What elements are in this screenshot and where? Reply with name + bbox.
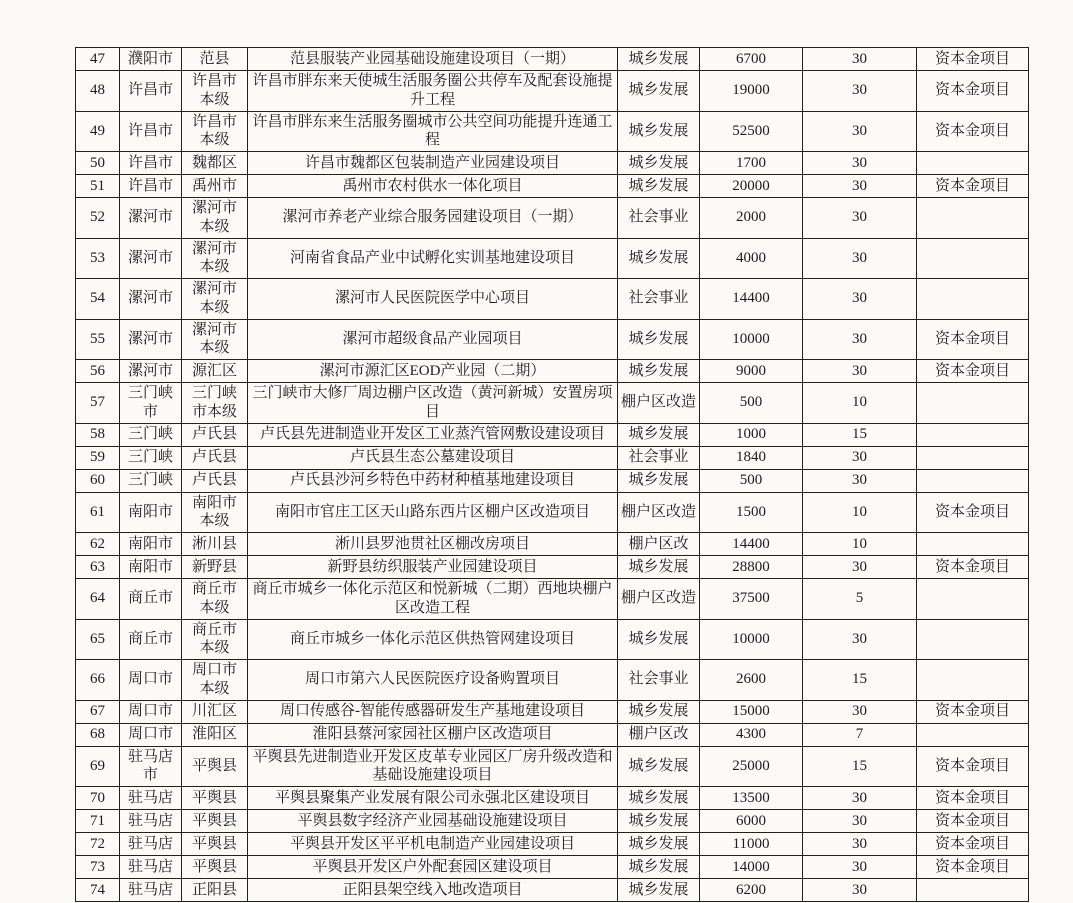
cell-amount: 19000 [700,71,803,112]
cell-city: 驻马店 [120,879,182,902]
cell-category: 社会事业 [618,660,700,701]
cell-ratio: 30 [803,175,917,198]
table-row [76,723,1029,746]
cell-amount: 9000 [700,360,803,383]
cell-row-number: 67 [76,700,120,723]
cell-category: 城乡发展 [618,152,700,175]
table-row [76,423,1029,446]
cell-amount: 6200 [700,879,803,902]
cell-county: 平舆县 [182,856,248,879]
cell-amount: 14400 [700,533,803,556]
table-row [76,175,1029,198]
cell-ratio: 30 [803,152,917,175]
cell-category: 棚户区改造 [618,579,700,620]
cell-amount: 11000 [700,833,803,856]
cell-note [917,152,1029,175]
cell-city: 漯河市 [120,360,182,383]
cell-city: 周口市 [120,660,182,701]
table-row [76,446,1029,469]
table-row [76,533,1029,556]
cell-row-number: 49 [76,111,120,152]
cell-category: 城乡发展 [618,787,700,810]
cell-note [917,198,1029,239]
cell-note [917,879,1029,902]
table-row [76,48,1029,71]
cell-project-name: 新野县纺织服装产业园建设项目 [248,556,618,579]
cell-project-name: 漯河市养老产业综合服务园建设项目（一期） [248,198,618,239]
cell-project-name: 漯河市超级食品产业园项目 [248,319,618,360]
cell-city: 周口市 [120,700,182,723]
cell-row-number: 68 [76,723,120,746]
cell-project-name: 周口传感谷-智能传感器研发生产基地建设项目 [248,700,618,723]
cell-note: 资本金项目 [917,175,1029,198]
cell-note [917,619,1029,660]
cell-county: 漯河市本级 [182,238,248,279]
project-table-body [76,48,1029,902]
cell-project-name: 平舆县数字经济产业园基础设施建设项目 [248,810,618,833]
cell-row-number: 54 [76,279,120,320]
cell-project-name: 河南省食品产业中试孵化实训基地建设项目 [248,238,618,279]
cell-ratio: 15 [803,423,917,446]
cell-city: 驻马店 [120,833,182,856]
table-row [76,746,1029,787]
cell-category: 城乡发展 [618,856,700,879]
cell-city: 许昌市 [120,71,182,112]
cell-ratio: 30 [803,856,917,879]
cell-note [917,469,1029,492]
cell-ratio: 30 [803,787,917,810]
table-row [76,700,1029,723]
cell-ratio: 30 [803,619,917,660]
cell-city: 驻马店 [120,787,182,810]
cell-note: 资本金项目 [917,111,1029,152]
cell-ratio: 30 [803,48,917,71]
cell-county: 商丘市本级 [182,579,248,620]
table-row [76,556,1029,579]
cell-ratio: 15 [803,660,917,701]
cell-ratio: 30 [803,111,917,152]
cell-project-name: 淮阳县蔡河家园社区棚户区改造项目 [248,723,618,746]
cell-note [917,579,1029,620]
table-row [76,660,1029,701]
cell-project-name: 卢氏县沙河乡特色中药材种植基地建设项目 [248,469,618,492]
cell-row-number: 52 [76,198,120,239]
cell-ratio: 30 [803,319,917,360]
cell-county: 淅川县 [182,533,248,556]
cell-row-number: 70 [76,787,120,810]
table-row [76,879,1029,902]
cell-row-number: 65 [76,619,120,660]
cell-project-name: 淅川县罗池贯社区棚改房项目 [248,533,618,556]
project-funding-table [75,47,1029,902]
cell-row-number: 59 [76,446,120,469]
cell-row-number: 56 [76,360,120,383]
cell-project-name: 商丘市城乡一体化示范区和悦新城（二期）西地块棚户区改造工程 [248,579,618,620]
cell-county: 平舆县 [182,746,248,787]
cell-project-name: 漯河市人民医院医学中心项目 [248,279,618,320]
cell-city: 漯河市 [120,319,182,360]
cell-county: 源汇区 [182,360,248,383]
cell-category: 城乡发展 [618,111,700,152]
cell-category: 城乡发展 [618,423,700,446]
cell-row-number: 62 [76,533,120,556]
cell-city: 濮阳市 [120,48,182,71]
cell-category: 城乡发展 [618,619,700,660]
cell-amount: 500 [700,383,803,424]
table-row [76,787,1029,810]
cell-amount: 500 [700,469,803,492]
cell-amount: 20000 [700,175,803,198]
cell-row-number: 57 [76,383,120,424]
cell-note [917,446,1029,469]
cell-note [917,279,1029,320]
cell-county: 正阳县 [182,879,248,902]
cell-note: 资本金项目 [917,856,1029,879]
cell-project-name: 南阳市官庄工区天山路东西片区棚户区改造项目 [248,492,618,533]
cell-project-name: 平舆县开发区平平机电制造产业园建设项目 [248,833,618,856]
cell-county: 卢氏县 [182,446,248,469]
cell-county: 周口市本级 [182,660,248,701]
cell-category: 城乡发展 [618,833,700,856]
cell-city: 南阳市 [120,556,182,579]
cell-note: 资本金项目 [917,360,1029,383]
cell-amount: 10000 [700,619,803,660]
cell-city: 商丘市 [120,619,182,660]
cell-county: 平舆县 [182,833,248,856]
cell-amount: 15000 [700,700,803,723]
table-row [76,360,1029,383]
cell-amount: 10000 [700,319,803,360]
cell-ratio: 30 [803,279,917,320]
cell-ratio: 10 [803,492,917,533]
cell-note: 资本金项目 [917,319,1029,360]
cell-note [917,423,1029,446]
cell-category: 棚户区改造 [618,383,700,424]
cell-city: 商丘市 [120,579,182,620]
cell-row-number: 55 [76,319,120,360]
cell-amount: 2600 [700,660,803,701]
cell-county: 平舆县 [182,787,248,810]
cell-ratio: 30 [803,446,917,469]
table-row [76,111,1029,152]
cell-project-name: 卢氏县先进制造业开发区工业蒸汽管网敷设建设项目 [248,423,618,446]
cell-note: 资本金项目 [917,810,1029,833]
cell-amount: 4300 [700,723,803,746]
cell-row-number: 64 [76,579,120,620]
cell-row-number: 53 [76,238,120,279]
cell-ratio: 30 [803,238,917,279]
cell-amount: 1000 [700,423,803,446]
cell-project-name: 卢氏县生态公墓建设项目 [248,446,618,469]
cell-city: 驻马店 [120,856,182,879]
cell-row-number: 48 [76,71,120,112]
cell-ratio: 30 [803,469,917,492]
cell-city: 漯河市 [120,279,182,320]
cell-row-number: 60 [76,469,120,492]
cell-county: 许昌市本级 [182,71,248,112]
cell-category: 城乡发展 [618,238,700,279]
cell-project-name: 漯河市源汇区EOD产业园（二期） [248,360,618,383]
cell-county: 南阳市本级 [182,492,248,533]
cell-category: 社会事业 [618,446,700,469]
cell-project-name: 商丘市城乡一体化示范区供热管网建设项目 [248,619,618,660]
cell-project-name: 许昌市胖东来天使城生活服务圈公共停车及配套设施提升工程 [248,71,618,112]
cell-county: 漯河市本级 [182,319,248,360]
cell-city: 驻马店 [120,810,182,833]
cell-ratio: 10 [803,383,917,424]
table-row [76,833,1029,856]
cell-row-number: 63 [76,556,120,579]
cell-amount: 6700 [700,48,803,71]
cell-ratio: 15 [803,746,917,787]
cell-city: 周口市 [120,723,182,746]
cell-row-number: 71 [76,810,120,833]
cell-city: 许昌市 [120,111,182,152]
cell-amount: 4000 [700,238,803,279]
table-row [76,810,1029,833]
cell-amount: 28800 [700,556,803,579]
cell-amount: 52500 [700,111,803,152]
cell-amount: 14000 [700,856,803,879]
cell-city: 三门峡市 [120,383,182,424]
cell-ratio: 30 [803,360,917,383]
cell-note: 资本金项目 [917,746,1029,787]
cell-city: 三门峡 [120,446,182,469]
cell-row-number: 66 [76,660,120,701]
table-row [76,383,1029,424]
cell-project-name: 平舆县聚集产业发展有限公司永强北区建设项目 [248,787,618,810]
cell-category: 城乡发展 [618,469,700,492]
cell-note [917,723,1029,746]
table-row [76,238,1029,279]
cell-note: 资本金项目 [917,787,1029,810]
table-row [76,469,1029,492]
cell-amount: 14400 [700,279,803,320]
cell-city: 南阳市 [120,492,182,533]
cell-ratio: 7 [803,723,917,746]
cell-note: 资本金项目 [917,48,1029,71]
cell-county: 淮阳区 [182,723,248,746]
cell-row-number: 73 [76,856,120,879]
cell-project-name: 禹州市农村供水一体化项目 [248,175,618,198]
cell-amount: 25000 [700,746,803,787]
cell-category: 城乡发展 [618,879,700,902]
cell-row-number: 58 [76,423,120,446]
cell-ratio: 30 [803,700,917,723]
cell-note: 资本金项目 [917,71,1029,112]
table-row [76,319,1029,360]
cell-county: 许昌市本级 [182,111,248,152]
cell-ratio: 30 [803,833,917,856]
cell-category: 城乡发展 [618,556,700,579]
cell-city: 漯河市 [120,238,182,279]
cell-row-number: 51 [76,175,120,198]
cell-project-name: 许昌市胖东来生活服务圈城市公共空间功能提升连通工程 [248,111,618,152]
cell-note: 资本金项目 [917,492,1029,533]
cell-category: 城乡发展 [618,810,700,833]
cell-city: 南阳市 [120,533,182,556]
cell-row-number: 50 [76,152,120,175]
cell-city: 许昌市 [120,175,182,198]
cell-amount: 2000 [700,198,803,239]
table-row [76,198,1029,239]
cell-ratio: 30 [803,810,917,833]
table-row [76,279,1029,320]
cell-note: 资本金项目 [917,833,1029,856]
cell-note: 资本金项目 [917,700,1029,723]
cell-county: 卢氏县 [182,469,248,492]
cell-ratio: 5 [803,579,917,620]
cell-project-name: 正阳县架空线入地改造项目 [248,879,618,902]
cell-note [917,238,1029,279]
cell-row-number: 69 [76,746,120,787]
cell-county: 卢氏县 [182,423,248,446]
cell-city: 三门峡 [120,469,182,492]
cell-amount: 1500 [700,492,803,533]
cell-row-number: 72 [76,833,120,856]
cell-project-name: 平舆县开发区户外配套园区建设项目 [248,856,618,879]
table-row [76,152,1029,175]
cell-county: 范县 [182,48,248,71]
cell-ratio: 30 [803,879,917,902]
cell-county: 平舆县 [182,810,248,833]
cell-county: 漯河市本级 [182,198,248,239]
cell-note [917,533,1029,556]
table-row [76,619,1029,660]
cell-county: 商丘市本级 [182,619,248,660]
cell-project-name: 平舆县先进制造业开发区皮革专业园区厂房升级改造和基础设施建设项目 [248,746,618,787]
cell-note [917,660,1029,701]
cell-category: 城乡发展 [618,360,700,383]
cell-ratio: 30 [803,71,917,112]
cell-amount: 6000 [700,810,803,833]
cell-project-name: 范县服装产业园基础设施建设项目（一期） [248,48,618,71]
cell-row-number: 74 [76,879,120,902]
cell-city: 许昌市 [120,152,182,175]
cell-amount: 1700 [700,152,803,175]
cell-county: 漯河市本级 [182,279,248,320]
cell-category: 城乡发展 [618,48,700,71]
cell-category: 棚户区改造 [618,492,700,533]
cell-category: 城乡发展 [618,319,700,360]
cell-amount: 37500 [700,579,803,620]
table-row [76,492,1029,533]
cell-category: 城乡发展 [618,71,700,112]
cell-ratio: 30 [803,556,917,579]
cell-project-name: 三门峡市大修厂周边棚户区改造（黄河新城）安置房项目 [248,383,618,424]
cell-project-name: 许昌市魏都区包装制造产业园建设项目 [248,152,618,175]
cell-row-number: 47 [76,48,120,71]
cell-city: 驻马店市 [120,746,182,787]
cell-amount: 1840 [700,446,803,469]
cell-city: 三门峡 [120,423,182,446]
cell-county: 新野县 [182,556,248,579]
cell-category: 社会事业 [618,198,700,239]
cell-project-name: 周口市第六人民医院医疗设备购置项目 [248,660,618,701]
cell-category: 城乡发展 [618,175,700,198]
cell-category: 城乡发展 [618,700,700,723]
table-row [76,579,1029,620]
cell-category: 社会事业 [618,279,700,320]
cell-note: 资本金项目 [917,556,1029,579]
cell-county: 川汇区 [182,700,248,723]
cell-county: 魏都区 [182,152,248,175]
cell-amount: 13500 [700,787,803,810]
cell-row-number: 61 [76,492,120,533]
cell-category: 棚户区改 [618,723,700,746]
table-row [76,71,1029,112]
cell-category: 棚户区改 [618,533,700,556]
cell-ratio: 10 [803,533,917,556]
cell-county: 三门峡市本级 [182,383,248,424]
cell-note [917,383,1029,424]
cell-category: 城乡发展 [618,746,700,787]
cell-county: 禹州市 [182,175,248,198]
table-row [76,856,1029,879]
cell-ratio: 30 [803,198,917,239]
cell-city: 漯河市 [120,198,182,239]
